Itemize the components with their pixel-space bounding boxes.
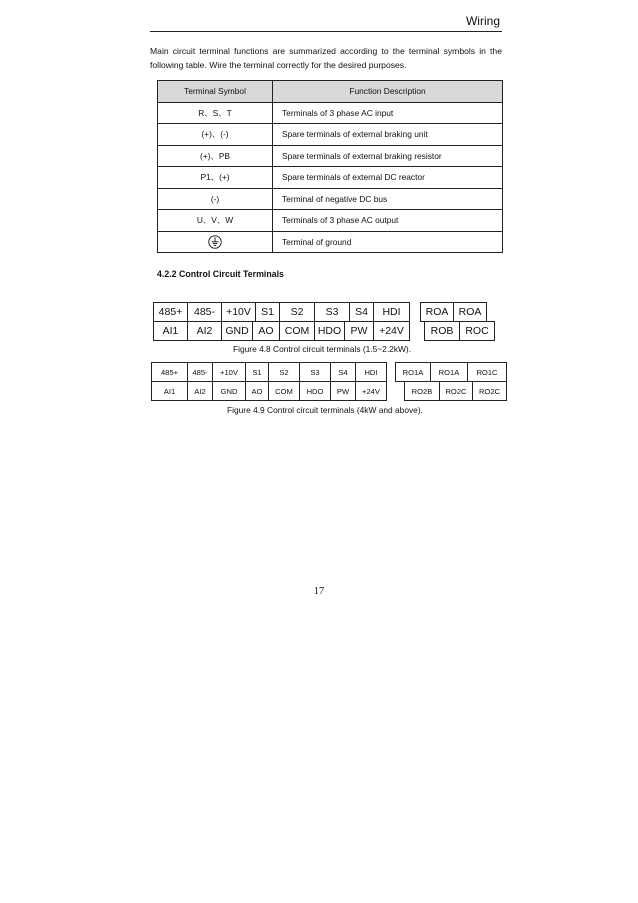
page-number: 17 [313, 586, 325, 597]
terminal-symbol: U、V、W [158, 210, 273, 232]
table-row [158, 231, 503, 253]
terminal-description: Terminals of 3 phase AC output [273, 210, 503, 232]
table-row [158, 145, 503, 167]
terminal-cell: +10V [221, 302, 256, 322]
terminal-cell: RO2C [439, 381, 473, 401]
terminal-symbol: (+)、PB [158, 145, 273, 167]
intro-paragraph: Main circuit terminal functions are summarized according to the terminal symbols in the following table. Wire the terminal correctly for the desired purposes. [150, 46, 502, 70]
terminal-cell: S4 [330, 362, 356, 382]
terminal-cell: HDI [373, 302, 410, 322]
terminal-cell: GND [221, 321, 253, 341]
terminal-cell: HDO [314, 321, 345, 341]
terminal-cell: S1 [245, 362, 269, 382]
table-row [158, 210, 503, 232]
terminal-cell: AI2 [187, 381, 213, 401]
terminal-cell: 485+ [153, 302, 188, 322]
terminal-cell: ROC [459, 321, 495, 341]
terminal-cell: HDO [299, 381, 331, 401]
terminal-cell: 485+ [151, 362, 188, 382]
page-header-title: Wiring [465, 14, 500, 28]
terminal-cell: S3 [299, 362, 331, 382]
terminal-cell: PW [330, 381, 356, 401]
terminal-cell: GND [212, 381, 246, 401]
terminal-cell: HDI [355, 362, 387, 382]
header-rule [150, 31, 502, 32]
terminal-cell: COM [268, 381, 300, 401]
terminal-cell: +24V [355, 381, 387, 401]
terminal-description: Spare terminals of external braking unit [273, 124, 503, 146]
ground-icon [208, 235, 222, 249]
terminal-cell: ROA [453, 302, 487, 322]
terminal-cell: AI1 [151, 381, 188, 401]
terminal-cell: RO2B [404, 381, 440, 401]
terminal-symbol: (+)、(-) [158, 124, 273, 146]
terminal-cell: AI2 [187, 321, 222, 341]
terminal-description: Terminal of negative DC bus [273, 188, 503, 210]
terminal-symbol: R、S、T [158, 102, 273, 124]
figure-4-9-caption: Figure 4.9 Control circuit terminals (4kW and above). [227, 405, 423, 415]
terminal-cell: +24V [373, 321, 410, 341]
terminal-cell: COM [279, 321, 315, 341]
table-row [158, 102, 503, 124]
terminal-cell: S4 [349, 302, 374, 322]
terminal-cell: PW [344, 321, 374, 341]
terminal-description: Spare terminals of external DC reactor [273, 167, 503, 189]
terminal-cell: RO1C [467, 362, 507, 382]
terminal-symbol: (-) [158, 188, 273, 210]
terminal-cell: RO1A [395, 362, 431, 382]
figure-4-8-caption: Figure 4.8 Control circuit terminals (1.5~2.2kW). [233, 344, 412, 354]
table-row [158, 124, 503, 146]
table-header-row [158, 81, 503, 103]
terminal-description: Spare terminals of external braking resistor [273, 145, 503, 167]
terminal-description: Terminals of 3 phase AC input [273, 102, 503, 124]
table-row [158, 188, 503, 210]
terminal-cell: AO [252, 321, 280, 341]
terminal-description: Terminal of ground [273, 231, 503, 253]
column-header-description: Function Description [273, 81, 503, 103]
terminal-cell: S3 [314, 302, 350, 322]
terminal-cell: AI1 [153, 321, 188, 341]
terminal-cell: +10V [212, 362, 246, 382]
section-heading: 4.2.2 Control Circuit Terminals [157, 269, 284, 279]
terminal-cell: S1 [255, 302, 280, 322]
terminal-cell: RO1A [430, 362, 468, 382]
column-header-symbol: Terminal Symbol [158, 81, 273, 103]
terminal-cell: RO2C [472, 381, 507, 401]
table-row [158, 167, 503, 189]
terminal-symbol-ground [158, 231, 273, 253]
terminal-symbol: P1、(+) [158, 167, 273, 189]
terminal-function-table [157, 80, 503, 253]
terminal-cell: S2 [268, 362, 300, 382]
terminal-cell: S2 [279, 302, 315, 322]
terminal-cell: 485- [187, 302, 222, 322]
terminal-cell: ROA [420, 302, 454, 322]
terminal-cell: 485- [187, 362, 213, 382]
terminal-cell: AO [245, 381, 269, 401]
terminal-cell: ROB [424, 321, 460, 341]
